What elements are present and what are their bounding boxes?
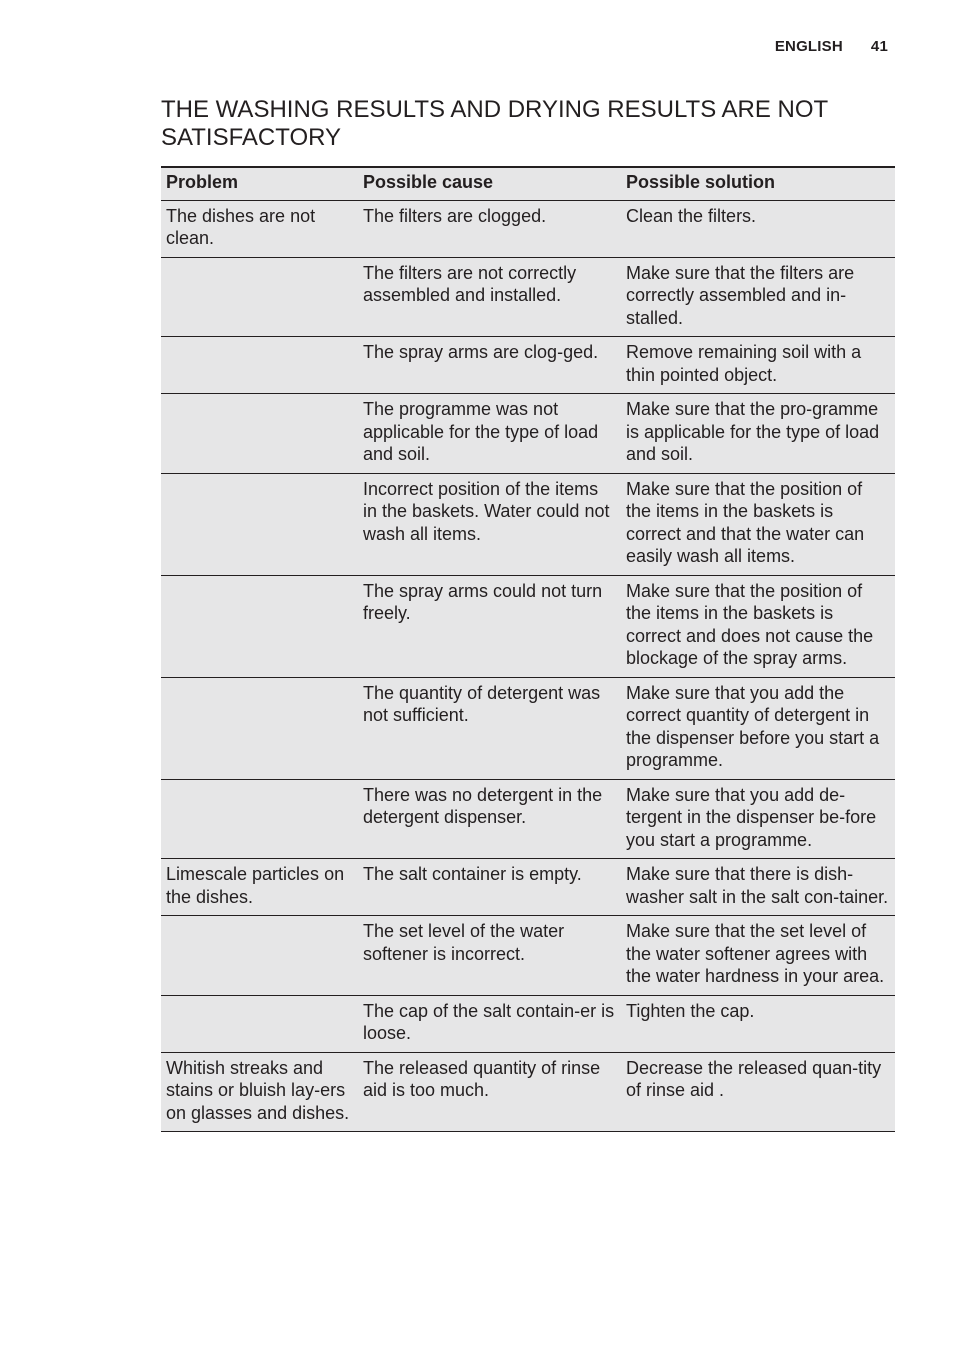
column-header-cause: Possible cause (363, 172, 494, 192)
problem-cell: The dishes are not clean. (166, 205, 316, 248)
problem-cell (161, 576, 358, 677)
solution-cell: Make sure that the filters are correctly assembled and in-stalled. (626, 262, 855, 328)
cause-cell: The filters are clogged. (363, 205, 547, 226)
solution-cell: Make sure that you add de-tergent in the dispenser be-fore you start a programme. (626, 784, 877, 850)
table-row (161, 258, 895, 338)
cause-cell: The spray arms could not turn freely. (363, 580, 603, 623)
cause-cell: The cap of the salt contain-er is loose. (363, 1000, 615, 1043)
cause-cell: The set level of the water softener is incorrect. (363, 921, 565, 964)
solution-cell: Remove remaining soil with a thin pointed object. (626, 342, 862, 385)
solution-cell: Make sure that the set level of the water softener agrees with the water hardness in your area. (626, 921, 885, 986)
table-row (161, 916, 895, 996)
cause-cell: There was no detergent in the detergent dispenser. (363, 784, 603, 827)
problem-cell (161, 394, 358, 473)
table-row (161, 576, 895, 678)
table-row (161, 780, 895, 860)
section-title: THE WASHING RESULTS AND DRYING RESULTS ARE NOT SATISFACTORY (161, 96, 828, 151)
solution-cell: Make sure that the pro-gramme is applicable for the type of load and soil. (626, 399, 880, 464)
cause-cell: The released quantity of rinse aid is too much. (363, 1057, 601, 1100)
troubleshooting-table (161, 166, 895, 1132)
table-row (161, 678, 895, 780)
table-header-row (161, 168, 895, 201)
table-row (161, 859, 895, 916)
problem-cell (161, 916, 358, 995)
problem-cell: Whitish streaks and stains or bluish lay-ers on glasses and dishes. (166, 1057, 350, 1123)
problem-cell (161, 780, 358, 859)
page-number: 41 (870, 38, 888, 55)
solution-cell: Make sure that the position of the items in the baskets is correct and that the water can easily wash all items. (626, 478, 865, 566)
cause-cell: The salt container is empty. (363, 864, 582, 884)
page-header (775, 38, 888, 55)
table-row (161, 337, 895, 394)
problem-cell (161, 474, 358, 575)
cause-cell: The spray arms are clog-ged. (363, 342, 599, 362)
solution-cell: Make sure that there is dish-washer salt in the salt con-tainer. (626, 864, 889, 907)
problem-cell (161, 678, 358, 779)
solution-cell: Clean the filters. (626, 205, 757, 226)
table-row (161, 394, 895, 474)
solution-cell: Tighten the cap. (626, 1000, 755, 1021)
solution-cell: Make sure that you add the correct quantity of detergent in the dispenser before you start a programme. (626, 682, 880, 770)
problem-cell: Limescale particles on the dishes. (166, 864, 345, 907)
solution-cell: Decrease the released quan-tity of rinse aid . (626, 1057, 882, 1100)
cause-cell: Incorrect position of the items in the baskets. Water could not wash all items. (363, 478, 610, 544)
column-header-solution: Possible solution (626, 172, 776, 192)
problem-cell (161, 337, 358, 393)
cause-cell: The filters are not correctly assembled and installed. (363, 262, 577, 305)
problem-cell (161, 258, 358, 337)
table-row (161, 474, 895, 576)
solution-cell: Make sure that the position of the items in the baskets is correct and does not cause the blockage of the spray arms. (626, 580, 874, 668)
table-body (161, 201, 895, 1133)
problem-cell (161, 996, 358, 1052)
cause-cell: The quantity of detergent was not sufficient. (363, 682, 601, 725)
table-row (161, 1053, 895, 1133)
table-row (161, 996, 895, 1053)
column-header-problem: Problem (166, 172, 239, 192)
cause-cell: The programme was not applicable for the type of load and soil. (363, 399, 599, 464)
language-label: ENGLISH (774, 38, 843, 55)
table-row (161, 201, 895, 258)
